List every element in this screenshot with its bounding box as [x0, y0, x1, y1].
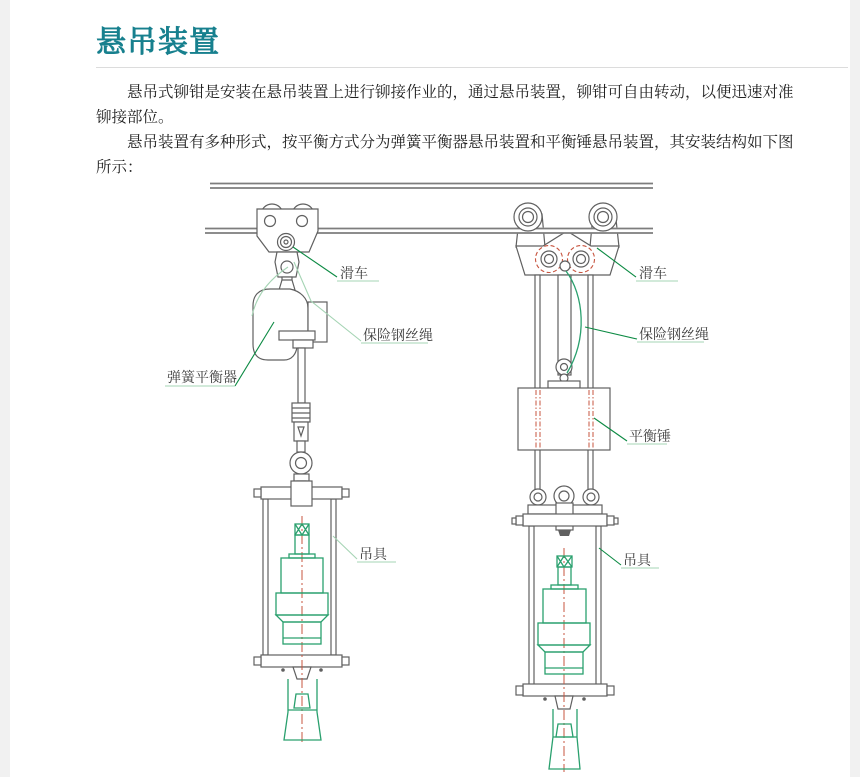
- left-trolley: [257, 204, 318, 283]
- right-hanger-frame: [512, 486, 618, 709]
- right-riveter-tool: [538, 548, 590, 772]
- left-riveter-tool: [276, 516, 328, 744]
- label-left-hanger: 吊具: [359, 546, 387, 562]
- label-spring-balancer: 弹簧平衡器: [167, 369, 237, 385]
- label-left-trolley: 滑车: [340, 265, 368, 281]
- label-balance-weight: 平衡锤: [629, 428, 671, 444]
- spring-balancer: [253, 280, 327, 360]
- suspension-diagram-svg: [0, 177, 860, 777]
- left-cable-assembly: [290, 348, 312, 486]
- label-left-safety-rope: 保险钢丝绳: [363, 327, 433, 343]
- overhead-rail-upper: [210, 183, 653, 189]
- paragraph-types: 悬吊装置有多种形式，按平衡方式分为弹簧平衡器悬吊装置和平衡锤悬吊装置，其安装结构如下图所示：: [96, 134, 794, 176]
- page-title: 悬吊装置: [96, 26, 220, 59]
- right-cables-and-link: [535, 271, 593, 496]
- doc-header: [96, 26, 848, 68]
- title-divider: [96, 67, 848, 68]
- doc-body: [96, 80, 796, 180]
- label-right-safety-rope: 保险钢丝绳: [639, 326, 709, 342]
- label-right-trolley: 滑车: [639, 265, 667, 281]
- paragraph-intro: 悬吊式铆钳是安装在悬吊装置上进行铆接作业的，通过悬吊装置，铆钳可自由转动，以便迅速对准铆接部位。: [96, 84, 794, 126]
- figure-suspension-devices: [0, 177, 860, 777]
- label-right-hanger: 吊具: [623, 552, 651, 568]
